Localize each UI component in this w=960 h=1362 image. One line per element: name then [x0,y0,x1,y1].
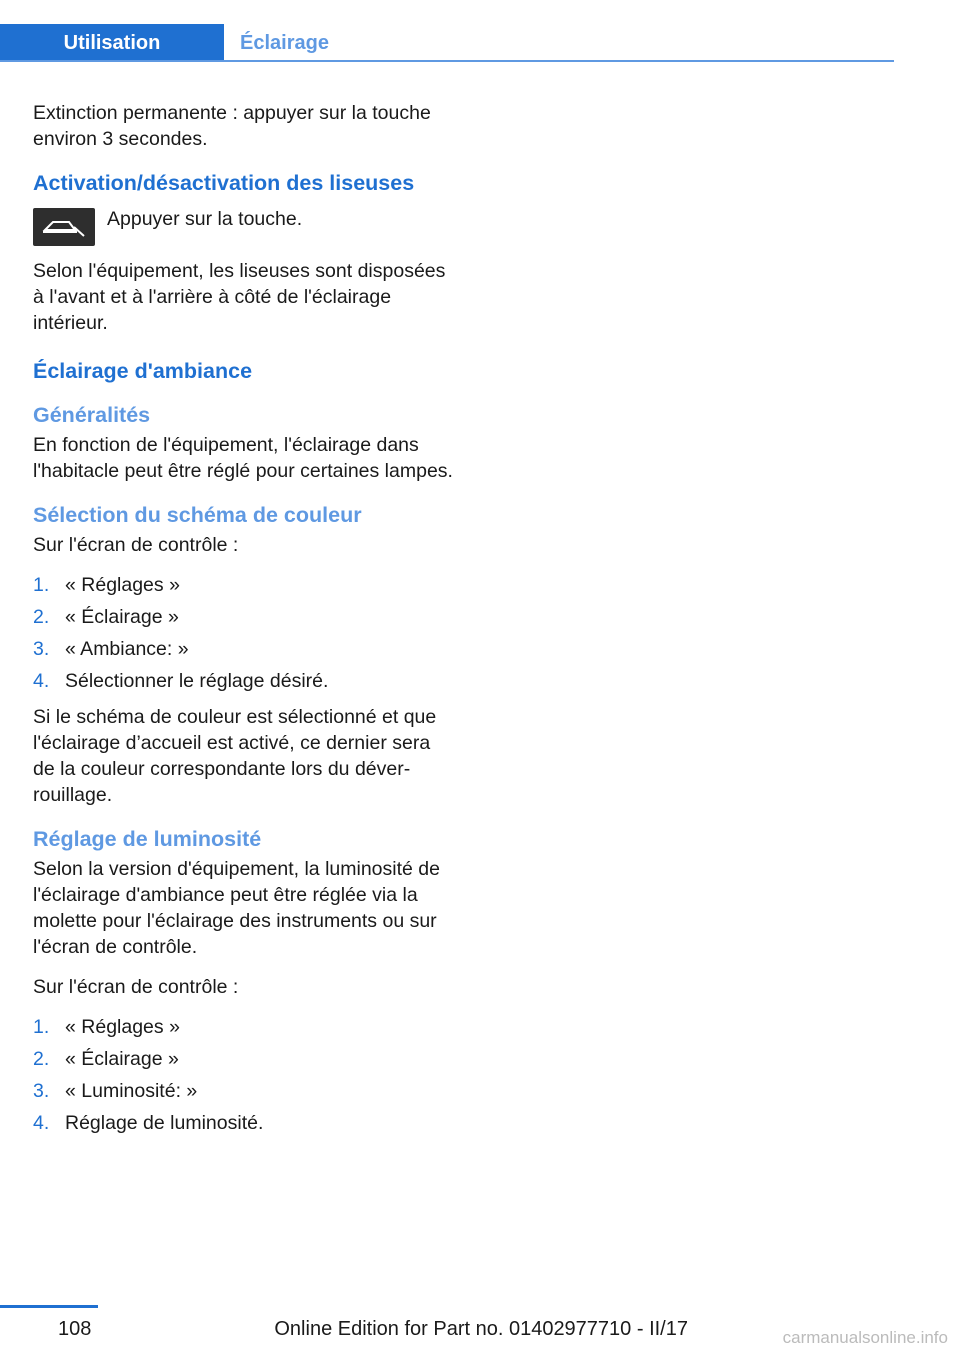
page-number: 108 [58,1318,92,1340]
list-item [33,636,453,662]
step-text: Sélectionner le réglage désiré. [65,670,329,692]
list-item [33,1078,453,1104]
step-text: Réglage de luminosité. [65,1112,264,1134]
step-text: « Réglages » [65,1016,180,1038]
step-number: 1. [33,1016,50,1038]
icon-instruction [33,206,453,246]
step-text: « Luminosité: » [65,1080,198,1102]
icon-instruction-text: Appuyer sur la touche. [107,208,303,230]
generalites-paragraph: En fonction de l'équipement, l'éclairage dans l'habitacle peut être réglé pour certaines lampes. [33,434,453,482]
luminosite-paragraph: Selon la version d'équipement, la luminosité de l'éclairage d'ambiance peut être réglée via la molette pour l'éclairage des instruments ou sur l'écran de contrôle. [33,858,440,958]
list-item [33,1110,453,1136]
step-text: « Réglages » [65,574,180,596]
heading-ambiance: Éclairage d'ambiance [33,359,253,383]
main-content [33,100,453,1146]
list-item [33,572,453,598]
heading-schema: Sélection du schéma de couleur [33,503,362,527]
list-item [33,668,453,694]
tab-eclairage[interactable]: Éclairage [240,31,329,54]
step-number: 4. [33,670,50,692]
luminosite-intro: Sur l'écran de contrôle : [33,976,239,998]
list-item [33,604,453,630]
step-text: « Éclairage » [65,1048,179,1070]
tab-utilisation[interactable]: Utilisation [0,24,224,62]
step-text: « Ambiance: » [65,638,189,660]
heading-generalites: Généralités [33,403,151,427]
footer-divider [0,1305,98,1308]
intro-paragraph: Extinction permanente : appuyer sur la touche environ 3 secondes. [33,102,431,150]
schema-note: Si le schéma de couleur est sélectionné et que l'éclairage d’accueil est activé, ce dernier sera de la couleur correspondante lors du déverrouillage. [33,706,437,806]
step-number: 4. [33,1112,50,1134]
step-number: 2. [33,1048,50,1070]
liseuses-paragraph: Selon l'équipement, les liseuses sont disposées à l'avant et à l'arrière à côté de l'éclairage intérieur. [33,260,446,334]
step-number: 2. [33,606,50,628]
step-number: 3. [33,638,50,660]
heading-luminosite: Réglage de luminosité [33,827,262,851]
heading-liseuses: Activation/désactivation des liseuses [33,171,415,195]
edition-text: Online Edition for Part no. 01402977710 - II/17 [274,1318,688,1340]
step-number: 3. [33,1080,50,1102]
schema-intro: Sur l'écran de contrôle : [33,534,239,556]
page-header [0,0,960,64]
schema-steps-list [33,572,453,694]
luminosite-steps-list [33,1014,453,1136]
step-number: 1. [33,574,50,596]
list-item [33,1046,453,1072]
step-text: « Éclairage » [65,606,179,628]
watermark: carmanualsonline.info [782,1328,948,1347]
list-item [33,1014,453,1040]
header-divider [0,60,894,62]
reading-light-icon [33,208,95,246]
